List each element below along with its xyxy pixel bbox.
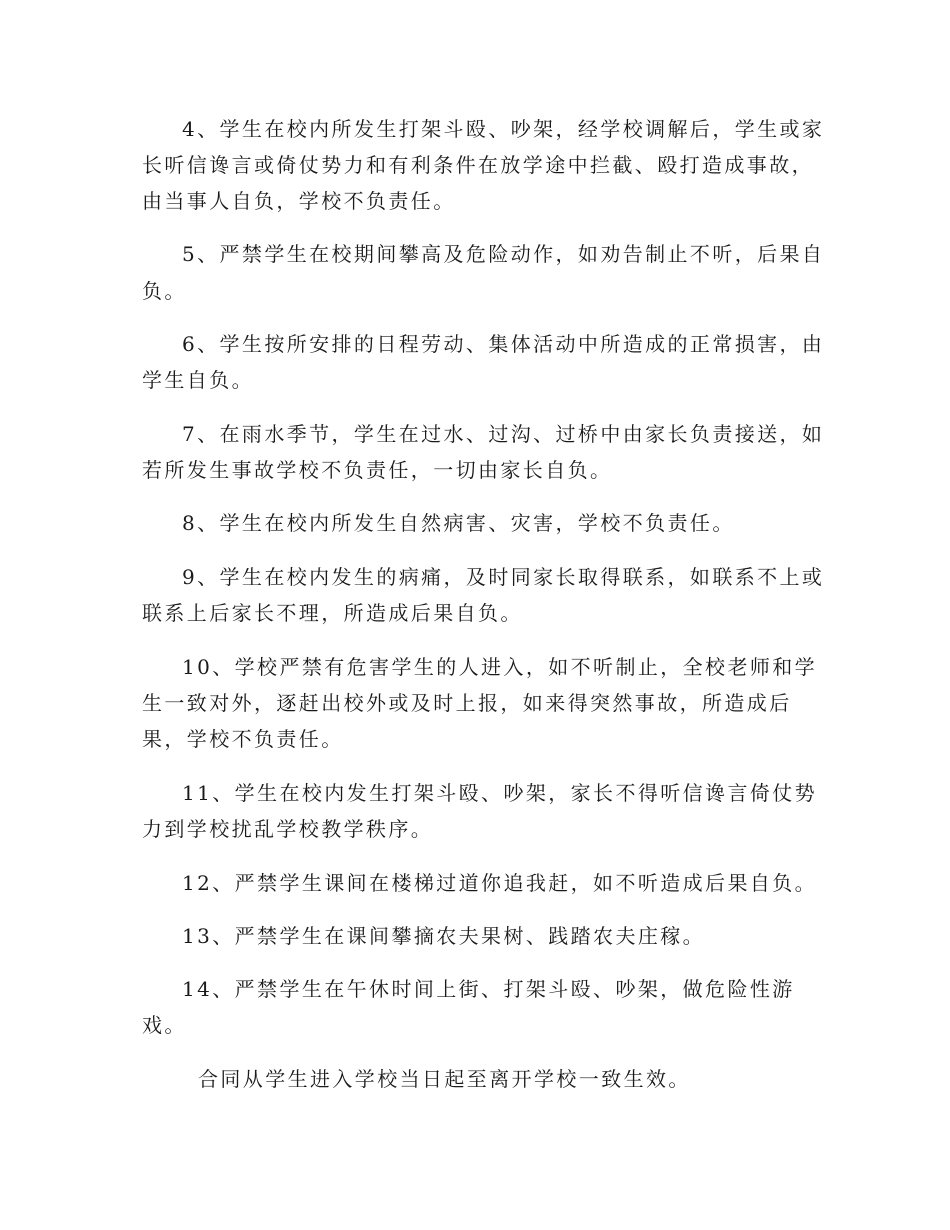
paragraph-10-line-1: 10、学校严禁有危害学生的人进入，如不听制止，全校老师和学 (182, 655, 818, 679)
paragraph-9-line-1: 9、学生在校内发生的病痛，及时同家长取得联系，如联系不上或 (182, 565, 825, 589)
paragraph-11-line-2: 力到学校扰乱学校教学秩序。 (142, 817, 434, 841)
paragraph-6-line-1: 6、学生按所安排的日程劳动、集体活动中所造成的正常损害，由 (182, 332, 825, 356)
paragraph-10-line-2: 生一致对外，逐赶出校外或及时上报，如来得突然事故，所造成后 (142, 691, 792, 715)
paragraph-10-line-3: 果，学校不负责任。 (142, 727, 344, 751)
paragraph-4-line-1: 4、学生在校内所发生打架斗殴、吵架，经学校调解后，学生或家 (182, 117, 825, 141)
paragraph-14-line-2: 戏。 (142, 1013, 187, 1037)
paragraph-4-line-2: 长听信谗言或倚仗势力和有利条件在放学途中拦截、殴打造成事故， (142, 153, 814, 177)
paragraph-13-line-1: 13、严禁学生在课间攀摘农夫果树、践踏农夫庄稼。 (182, 924, 706, 948)
contract-effective-clause: 合同从学生进入学校当日起至离开学校一致生效。 (198, 1067, 691, 1091)
paragraph-7-line-2: 若所发生事故学校不负责任，一切由家长自负。 (142, 458, 613, 482)
paragraph-6-line-2: 学生自负。 (142, 368, 254, 392)
paragraph-4-line-3: 由当事人自负，学校不负责任。 (142, 189, 456, 213)
paragraph-11-line-1: 11、学生在校内发生打架斗殴、吵架，家长不得听信谗言倚仗势 (182, 781, 818, 805)
paragraph-12-line-1: 12、严禁学生课间在楼梯过道你追我赶，如不听造成后果自负。 (182, 871, 818, 895)
paragraph-9-line-2: 联系上后家长不理，所造成后果自负。 (142, 601, 523, 625)
paragraph-5-line-2: 负。 (142, 279, 187, 303)
paragraph-14-line-1: 14、严禁学生在午休时间上街、打架斗殴、吵架，做危险性游 (182, 977, 795, 1001)
paragraph-5-line-1: 5、严禁学生在校期间攀高及危险动作，如劝告制止不听，后果自 (182, 242, 825, 266)
paragraph-8-line-1: 8、学生在校内所发生自然病害、灾害，学校不负责任。 (182, 511, 735, 535)
paragraph-7-line-1: 7、在雨水季节，学生在过水、过沟、过桥中由家长负责接送，如 (182, 422, 825, 446)
